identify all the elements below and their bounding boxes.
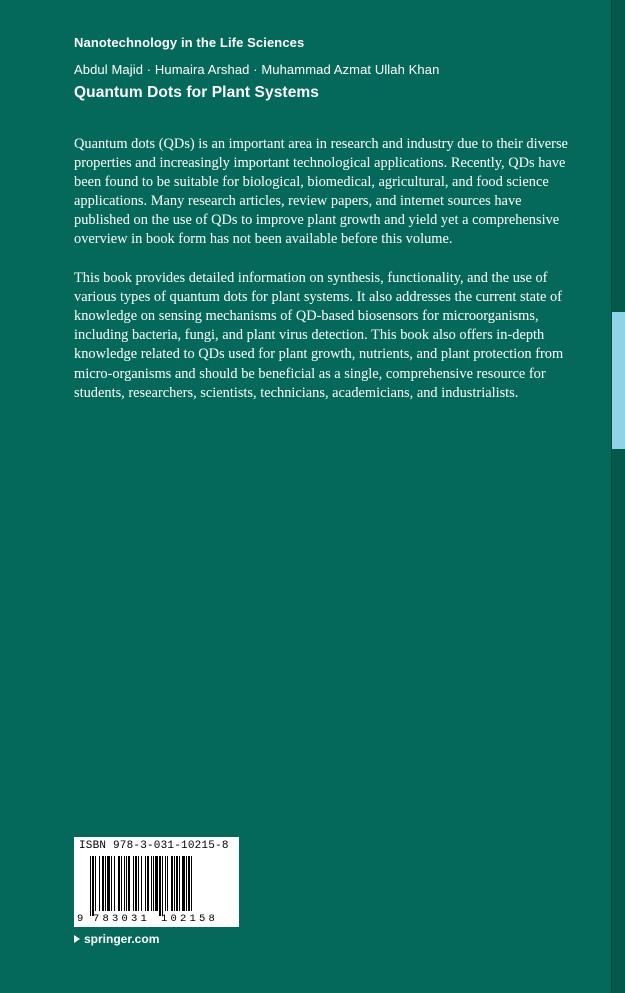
author-list: Abdul Majid · Humaira Arshad · Muhammad Azmat Ullah Khan (74, 62, 440, 77)
barcode-bar (155, 856, 158, 911)
barcode-bar (99, 856, 100, 911)
barcode-bar (182, 856, 185, 911)
barcode-bar (92, 856, 94, 916)
barcode-bar (179, 856, 180, 911)
series-name: Nanotechnology in the Life Sciences (74, 35, 305, 50)
barcode-bar (95, 856, 96, 911)
spine-edge (611, 0, 625, 993)
barcode-bar (114, 856, 115, 911)
barcode-digits (74, 913, 239, 925)
barcode-digits-left: 783031 (93, 913, 151, 925)
barcode-bar (138, 856, 139, 911)
website-label: springer.com (84, 932, 160, 946)
barcode-bar (126, 856, 127, 911)
barcode-bar (188, 856, 190, 911)
barcode-bar (159, 856, 161, 916)
book-title: Quantum Dots for Plant Systems (74, 84, 320, 101)
barcode-bar (90, 856, 91, 916)
barcode-digit-first: 9 (77, 913, 84, 925)
barcode-bar (174, 856, 175, 911)
arrow-right-icon (74, 935, 80, 943)
barcode-bar (124, 856, 125, 911)
barcode-bar (171, 856, 173, 911)
barcode-bar (141, 856, 142, 911)
barcode-digits-right: 102158 (161, 913, 219, 925)
barcode-bar (191, 856, 192, 911)
publisher-website[interactable] (74, 932, 159, 946)
barcode-bar (118, 856, 120, 911)
barcode-bar (165, 856, 166, 911)
barcode-bar (128, 856, 130, 911)
isbn-barcode (74, 837, 239, 927)
barcode-bar (135, 856, 137, 911)
barcode-bar (105, 856, 106, 911)
barcode-bar (176, 856, 178, 911)
barcode-bar (153, 856, 154, 911)
barcode-bar (145, 856, 146, 911)
blurb-paragraph: This book provides detailed information on synthesis, functionality, and the use of various types of quantum dots for plant systems. It also addresses the current state of knowledge on sensing mechanisms of QD-based biosensors for microorganisms, including bacteria, fungi, and plant virus detection. This book also offers in-depth knowledge related to QDs used for plant growth, nutrients, and plant protection from micro-organisms and should be beneficial as a single, comprehensive resource for students, researchers, scientists, technicians, academicians, and industrialists. (74, 270, 564, 401)
barcode-bar (151, 856, 152, 911)
barcode-bar (133, 856, 134, 911)
spine-color-tab (612, 312, 625, 449)
blurb-paragraph: Quantum dots (QDs) is an important area in research and industry due to their diverse properties and increasingly important technological applications. Recently, QDs have been found to be suitable for biological, biomedical, agricultural, and food science applications. Many research articles, review papers, and internet sources have published on the use of QDs to improve plant growth and yield yet a comprehensive overview in book form has not been available before this volume. (74, 136, 568, 248)
barcode-bar (167, 856, 168, 911)
barcode-bar (111, 856, 112, 911)
isbn-label: ISBN 978-3-031-10215-8 (79, 840, 229, 852)
back-cover-blurb (74, 135, 574, 422)
barcode-bar (147, 856, 149, 911)
barcode-bar (102, 856, 104, 911)
barcode-bar (186, 856, 187, 911)
barcode-bar (121, 856, 122, 911)
barcode-bar (107, 856, 110, 911)
barcode-bar (162, 856, 163, 916)
